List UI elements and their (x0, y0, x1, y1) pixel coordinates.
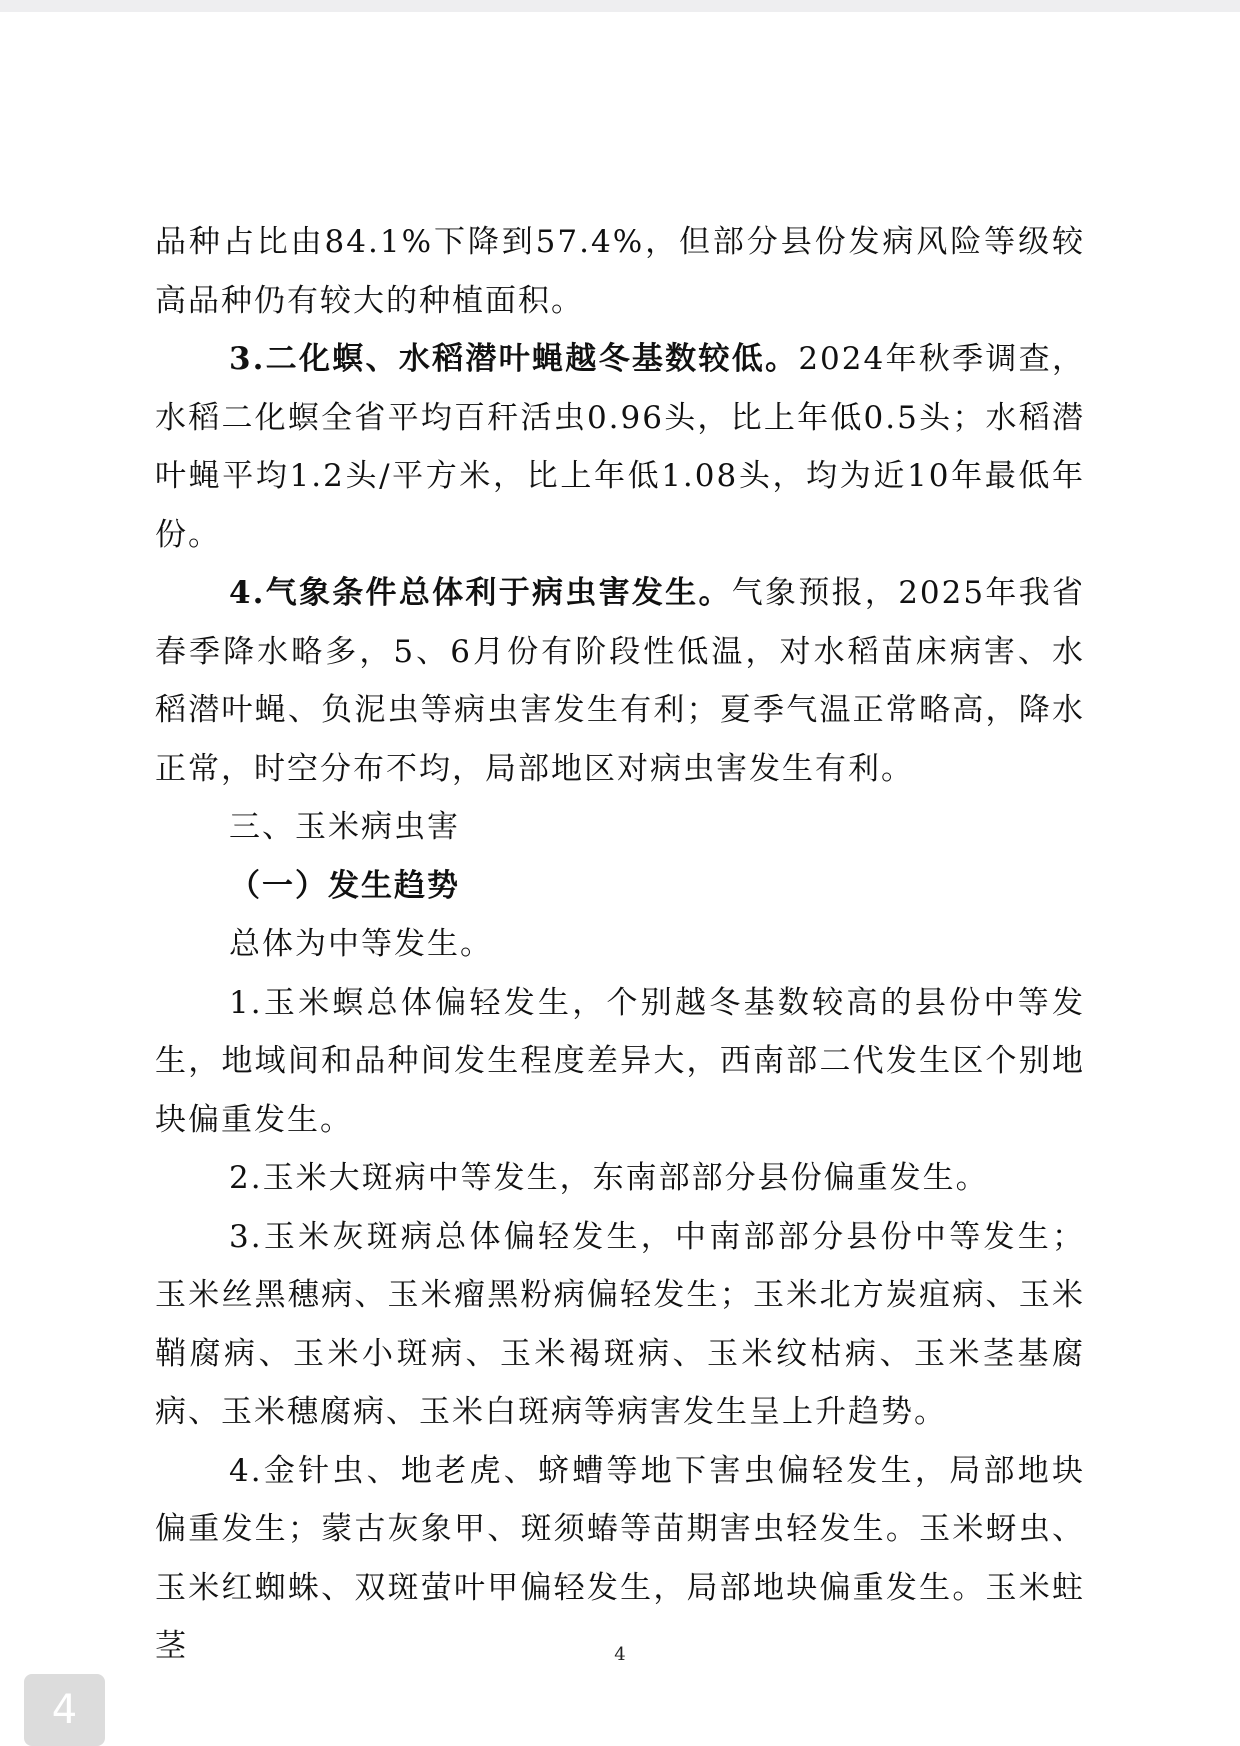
subsection-heading-trend: （一）发生趋势 (229, 867, 460, 904)
section-heading-corn-pests: 三、玉米病虫害 (229, 809, 460, 845)
paragraph-overwintering-base (155, 330, 1085, 564)
document-page (155, 213, 1085, 1676)
summary-paragraph: 总体为中等发生。 (229, 926, 493, 962)
viewer-top-strip (0, 0, 1240, 12)
page-number: 4 (614, 1644, 626, 1665)
paragraph-text: 品种占比由84.1%下降到57.4%，但部分县份发病风险等级较高品种仍有较大的种植面积。 (155, 224, 1085, 319)
paragraph-lead: 4.气象条件总体利于病虫害发生。 (229, 575, 732, 611)
list-item-gray-leaf-spot: 3.玉米灰斑病总体偏轻发生，中南部部分县份中等发生；玉米丝黑穗病、玉米瘤黑粉病偏轻发生；玉米北方炭疽病、玉米鞘腐病、玉米小斑病、玉米褐斑病、玉米纹枯病、玉米茎基腐病、玉米穗腐病、玉米白斑病等病害发生呈上升趋势。 (155, 1218, 1085, 1430)
list-item-corn-borer: 1.玉米螟总体偏轻发生，个别越冬基数较高的县份中等发生，地域间和品种间发生程度差异大，西南部二代发生区个别地块偏重发生。 (155, 984, 1085, 1138)
paragraph-weather-conditions (155, 564, 1085, 798)
list-item-underground-pests: 4.金针虫、地老虎、蛴螬等地下害虫偏轻发生，局部地块偏重发生；蒙古灰象甲、斑须蝽等苗期害虫轻发生。玉米蚜虫、玉米红蜘蛛、双斑萤叶甲偏轻发生，局部地块偏重发生。玉米蛀茎 (155, 1452, 1085, 1664)
paragraph-continuation (155, 213, 1085, 330)
paragraph-text: 2024年秋季调查，水稻二化螟全省平均百秆活虫0.96头，比上年低0.5头；水稻潜叶蝇平均1.2头/平方米，比上年低1.08头，均为近10年最低年份。 (155, 341, 1085, 553)
paragraph-lead: 3.二化螟、水稻潜叶蝇越冬基数较低。 (229, 341, 799, 377)
list-item-northern-leaf-blight: 2.玉米大斑病中等发生，东南部部分县份偏重发生。 (229, 1160, 989, 1196)
page-indicator-badge[interactable]: 4 (24, 1674, 105, 1746)
paragraph-text: 气象预报，2025年我省春季降水略多，5、6月份有阶段性低温，对水稻苗床病害、水稻潜叶蝇、负泥虫等病虫害发生有利；夏季气温正常略高，降水正常，时空分布不均，局部地区对病虫害发生有利。 (155, 575, 1085, 787)
